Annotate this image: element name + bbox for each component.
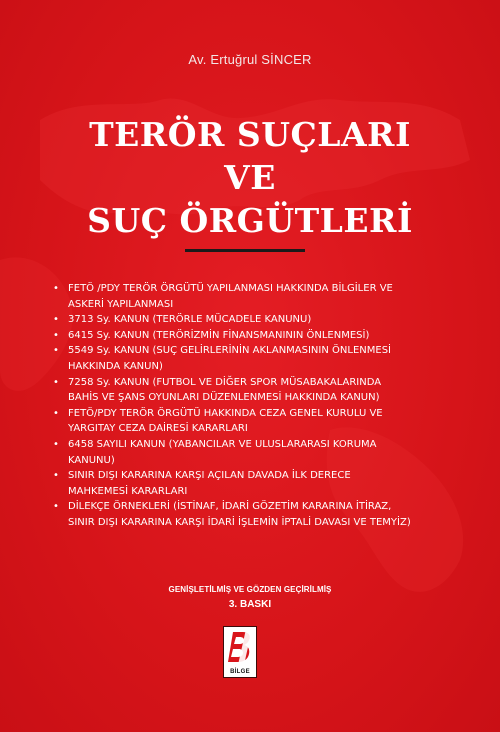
bullet: • [53, 501, 59, 513]
publisher-name: BİLGE [230, 669, 250, 675]
bullet: • [53, 283, 59, 294]
topic-item: • FETÖ /PDY TERÖR ÖRGÜTÜ YAPILANMASI HAKKINDA BİLGİLER VE ASKERİ YAPILANMASI [53, 283, 393, 310]
topics-list [53, 281, 413, 531]
author-name: Av. Ertuğrul SİNCER [188, 52, 312, 67]
bullet: • [53, 438, 59, 450]
topic-item: • 3713 Sy. KANUN (TERÖRLE MÜCADELE KANUNU) [53, 312, 413, 328]
topic-item: • FETÖ/PDY TERÖR ÖRGÜTÜ HAKKINDA CEZA GENEL KURULU VE YARGITAY CEZA DAİRESİ KARARLARI [53, 407, 383, 435]
edition-number: 3. BASKI [228, 599, 272, 610]
book-title-line-2: VE [224, 158, 276, 197]
bullet: • [53, 470, 59, 482]
topic-item: • SINIR DIŞI KARARINA KARŞI AÇILAN DAVADA İLK DERECE MAHKEMESİ KARARLARI [53, 470, 351, 497]
bullet: • [53, 407, 59, 419]
topic-item: • 6458 SAYILI KANUN (YABANCILAR VE ULUSLARARASI KORUMA KANUNU) [53, 438, 377, 466]
topic-item: • 5549 Sy. KANUN (SUÇ GELİRLERİNİN AKLANMASININ ÖNLENMESİ HAKKINDA KANUN) [53, 345, 391, 372]
book-title-line-3: SUÇ ÖRGÜTLERİ [87, 201, 413, 240]
publisher-logo [223, 626, 257, 678]
bullet: • [53, 376, 59, 388]
edition-note: GENİŞLETİLMİŞ VE GÖZDEN GEÇİRİLMİŞ [168, 585, 332, 594]
bullet: • [53, 345, 59, 357]
bullet: • [53, 329, 59, 341]
topic-item: • 7258 Sy. KANUN (FUTBOL VE DİĞER SPOR MÜSABAKALARINDA BAHİS VE ŞANS OYUNLARI DÜZENLENMESİ HAKKINDA KANUN) [53, 376, 382, 404]
topic-item: • 6415 Sy. KANUN (TERÖRİZMİN FİNANSMANININ ÖNLENMESİ) [53, 328, 413, 344]
title-divider [185, 249, 305, 252]
bilge-b-logo-icon [224, 627, 256, 667]
bullet: • [53, 314, 59, 326]
topic-item: • DİLEKÇE ÖRNEKLERİ (İSTİNAF, İDARİ GÖZETİM KARARINA İTİRAZ, SINIR DIŞI KARARINA KARŞI İDARİ İŞLEMİN İPTALİ DAVASI VE TEMYİZ) [53, 501, 411, 528]
book-title-line-1: TERÖR SUÇLARI [89, 115, 411, 154]
